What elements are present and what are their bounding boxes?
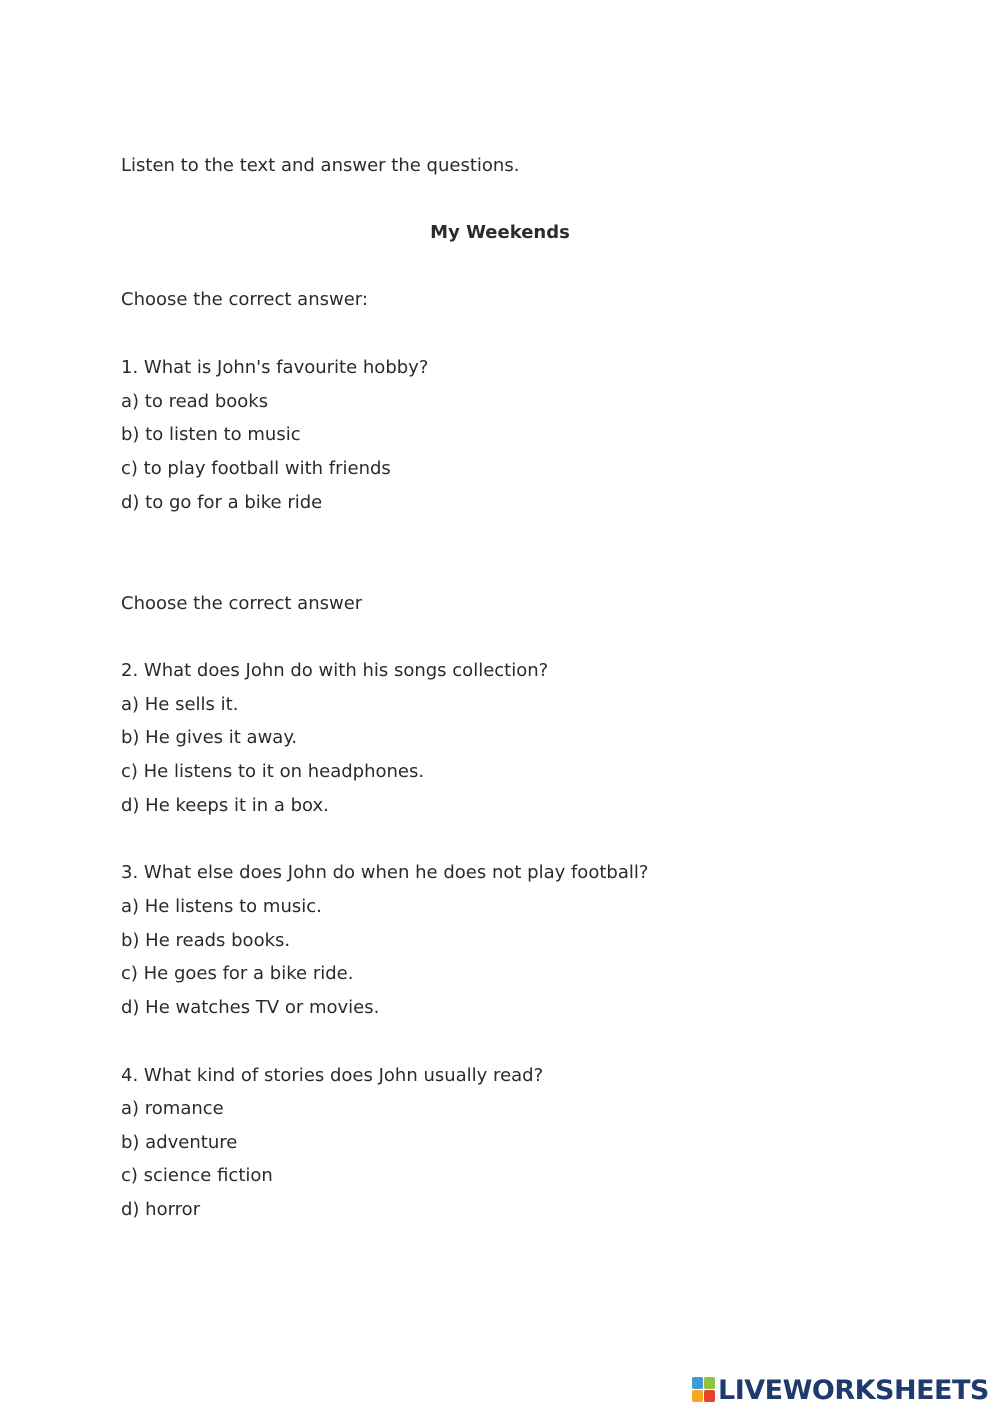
question-1-option-a[interactable]: a) to read books (121, 391, 269, 412)
question-1: 1. What is John's favourite hobby? (121, 357, 429, 378)
section-prompt: Choose the correct answer (121, 593, 363, 614)
question-3-option-d[interactable]: d) He watches TV or movies. (121, 997, 380, 1018)
question-4-option-c[interactable]: c) science fiction (121, 1165, 273, 1186)
question-3-option-b[interactable]: b) He reads books. (121, 930, 291, 951)
question-2-option-a[interactable]: a) He sells it. (121, 694, 239, 715)
question-2-option-b[interactable]: b) He gives it away. (121, 727, 298, 748)
liveworksheets-logo (692, 1374, 989, 1406)
question-3-option-a[interactable]: a) He listens to music. (121, 896, 322, 917)
question-3: 3. What else does John do when he does not play football? (121, 862, 649, 883)
question-1-option-d[interactable]: d) to go for a bike ride (121, 492, 323, 513)
question-2-option-d[interactable]: d) He keeps it in a box. (121, 795, 329, 816)
question-4-option-a[interactable]: a) romance (121, 1098, 224, 1119)
liveworksheets-logo-text: LIVEWORKSHEETS (718, 1374, 989, 1406)
question-3-option-c[interactable]: c) He goes for a bike ride. (121, 963, 354, 984)
question-2: 2. What does John do with his songs collection? (121, 660, 549, 681)
section-prompt: Choose the correct answer: (121, 289, 368, 310)
instructions-text: Listen to the text and answer the questions. (121, 155, 520, 176)
question-1-option-b[interactable]: b) to listen to music (121, 424, 301, 445)
question-4-option-d[interactable]: d) horror (121, 1199, 201, 1220)
question-2-option-c[interactable]: c) He listens to it on headphones. (121, 761, 425, 782)
question-1-option-c[interactable]: c) to play football with friends (121, 458, 391, 479)
liveworksheets-logo-icon (692, 1377, 716, 1403)
worksheet-title: My Weekends (430, 222, 570, 243)
question-4-option-b[interactable]: b) adventure (121, 1132, 238, 1153)
question-4: 4. What kind of stories does John usually read? (121, 1065, 544, 1086)
